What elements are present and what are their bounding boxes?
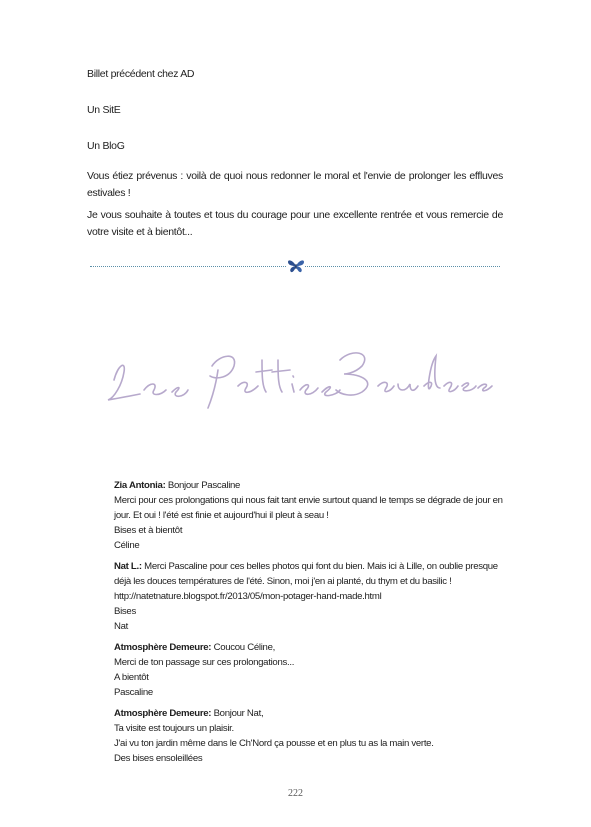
comment [114,706,504,766]
comment-text: Bonjour Nat, [213,708,264,719]
comment-link[interactable]: http://natetnature.blogspot.fr/2013/05/mon-potager-hand-made.html [114,591,382,602]
comment [114,478,504,553]
comment-text: Pascaline [114,687,153,698]
comment [114,640,504,700]
comment-text: Coucou Céline, [213,642,275,653]
comment-text: Bonjour Pascaline [167,480,241,491]
comment-text: A bientôt [114,672,149,683]
comment-word: bises [132,753,154,764]
butterfly-icon [287,259,305,273]
comment-text: J'ai vu ton jardin même dans le Ch'Nord ça pousse et en plus tu as la main verte. [114,738,434,749]
comment-author: Atmosphère Demeure: [114,642,212,653]
comment-text [114,751,504,766]
intro-paragraph-1: Vous étiez prévenus : voilà de quoi nous redonner le moral et l'envie de prolonger les effluves estivales ! [87,170,503,199]
comment-text: Merci de ton passage sur ces prolongations... [114,657,295,668]
comment-author: Nat L.: [114,561,142,572]
site-link[interactable]: Un SitE [87,104,121,116]
comment-author: Atmosphère Demeure: [114,708,212,719]
page-number: 222 [288,788,303,799]
intro-paragraph-2: Je vous souhaite à toutes et tous du courage pour une excellente rentrée et vous remercie de votre visite et à bientôt... [87,209,503,238]
comment [114,559,504,634]
comment-word: Des [114,753,131,764]
comment-text: Merci Pascaline pour ces belles photos qui font du bien. Mais ici à Lille, on oublie presque déjà les douces températures de l'été. Sinon, moi j'en ai planté, du thym et du basilic ! [114,561,498,587]
comment-author: Zia Antonia: [114,480,166,491]
comment-text: Bises [114,606,136,617]
comment-text: Céline [114,540,140,551]
comments-section [114,478,504,772]
comment-word: ensoleillées [155,753,203,764]
comment-text: Ta visite est toujours un plaisir. [114,723,234,734]
comment-text: Bises et à bientôt [114,525,183,536]
comment-text: Merci pour ces prolongations qui nous fait tant envie surtout quand le temps se dégrade de jour en jour. Et oui ! l'été est finie et aujourd'hui il pleut à seau ! [114,495,503,521]
comment-text: Nat [114,621,129,632]
previous-post-link[interactable]: Billet précédent chez AD [87,68,195,80]
blog-link[interactable]: Un BloG [87,140,125,152]
signature-image [100,330,500,420]
